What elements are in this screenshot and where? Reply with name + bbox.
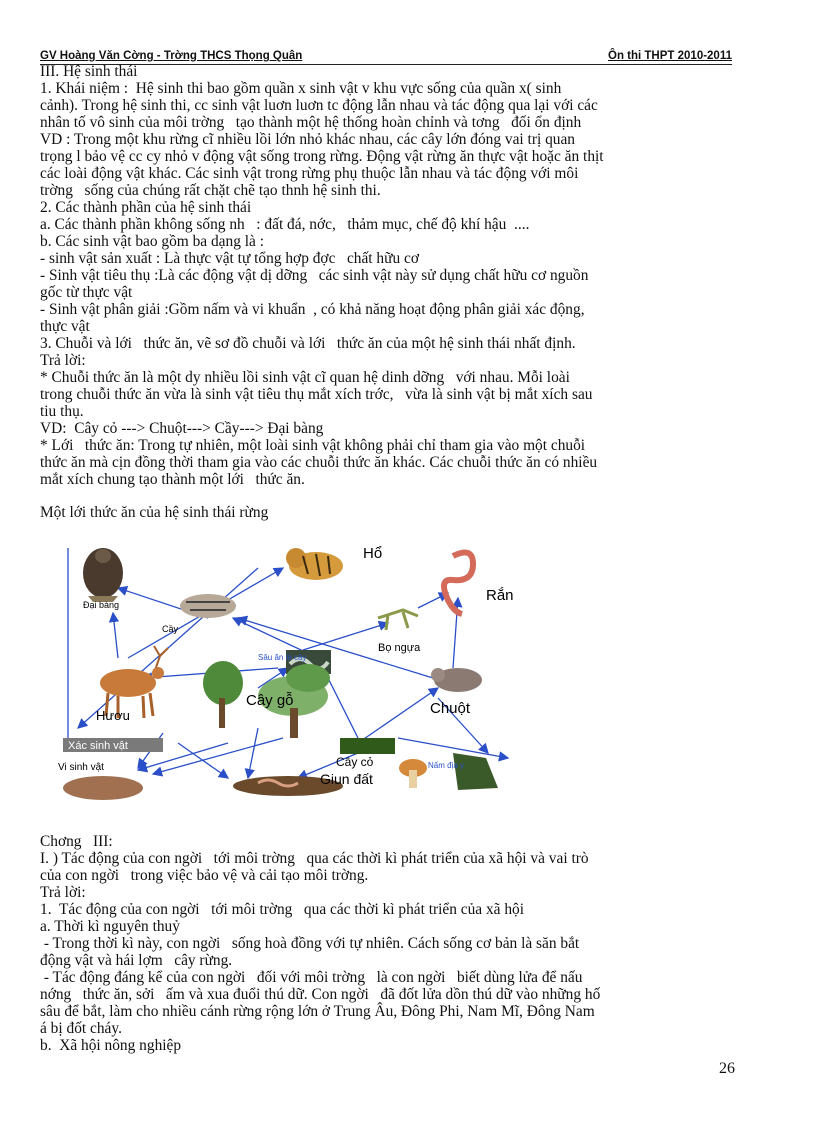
paragraph-line: nhân tố vô sinh của môi trờng tạo thành một hệ thống hoàn chỉnh và tơng đối ổn định: [40, 114, 582, 131]
paragraph-line: Trả lời:: [40, 884, 86, 901]
mantis-illustration: [378, 610, 418, 630]
label-ran: Rắn: [486, 587, 514, 604]
label-dai-bang: Đại bàng: [83, 600, 120, 610]
page-number: 26: [719, 1060, 735, 1077]
paragraph-line: động vật và hái lợm cây rừng.: [40, 952, 233, 969]
paragraph-line: - Tác động đáng kể của con ngời đối với môi trờng là con ngời biết dùng lửa để nấu: [40, 969, 583, 986]
food-web-diagram: [58, 538, 538, 810]
label-cay-co: Cây cỏ: [336, 755, 374, 769]
label-nam: Nấm địa y: [428, 761, 465, 770]
paragraph-line: thức ăn mà cịn đồng thời tham gia vào các chuỗi thức ăn khác. Các chuỗi thức ăn có nhiều: [40, 454, 598, 471]
paragraph-line: 1. Tác động của con ngời tới môi trờng qua các thời kì phát triển của xã hội: [40, 901, 525, 918]
section-heading: III. Hệ sinh thái: [40, 63, 138, 80]
paragraph-line: - sinh vật sản xuất : Là thực vật tự tổng hợp đợc chất hữu cơ: [40, 250, 419, 267]
paragraph-line: trờng sống của chúng rất chặt chẽ tạo thnh hệ sinh thi.: [40, 182, 381, 199]
paragraph-line: trong chuỗi thức ăn vừa là sinh vật tiêu thụ mắt xích trớc, vừa là sinh vật bị mắt xích sau: [40, 386, 593, 403]
paragraph-line: mắt xích chung tạo thành một lới thức ăn.: [40, 471, 305, 488]
paragraph-line: I. ) Tác động của con ngời tới môi trờng qua các thời kì phát triển của xã hội và vai trò: [40, 850, 589, 867]
paragraph-line: VD: Cây cỏ ---> Chuột---> Cầy---> Đại bàng: [40, 420, 324, 437]
paragraph-line: của con ngời trong việc bảo vệ và cải tạo môi trờng.: [40, 867, 369, 884]
header-course: Ôn thi THPT 2010-2011: [608, 50, 732, 62]
header-author: GV Hoàng Văn Cờng - Trờng THCS Thọng Quân: [40, 50, 303, 62]
paragraph-line: a. Các thành phần không sống nh : đất đá, nớc, thảm mục, chế độ khí hậu ....: [40, 216, 530, 233]
snake-illustration: [444, 552, 473, 614]
section-human-impact: [40, 833, 740, 1054]
paragraph-line: thực vật: [40, 318, 90, 335]
paragraph-line: b. Các sinh vật bao gồm ba dạng là :: [40, 233, 264, 250]
label-sau-an-la: Sâu ăn lá cây: [258, 653, 307, 662]
tiger-illustration: [286, 548, 343, 580]
figure-caption: Một lới thức ăn của hệ sinh thái rừng: [40, 504, 269, 521]
label-ho: Hổ: [363, 545, 383, 562]
paragraph-line: 2. Các thành phần của hệ sinh thái: [40, 199, 252, 216]
mushroom-illustration: [399, 753, 498, 790]
soil-illustration: [63, 776, 343, 800]
label-vi-sinh-vat: Vi sinh vật: [58, 762, 104, 773]
paragraph-line: sâu để bắt, làm cho nhiều cánh rừng rộng lớn ở Trung Âu, Đông Phi, Nam Mĩ, Đông Nam: [40, 1003, 595, 1020]
paragraph-line: VD : Trong một khu rừng cĩ nhiều lồi lớn nhỏ khác nhau, các cây lớn đóng vai trị quan: [40, 131, 575, 148]
label-giun-dat: Giun đất: [320, 771, 373, 787]
paragraph-line: tiu thụ.: [40, 403, 84, 420]
label-cay-go: Cây gỗ: [246, 692, 294, 709]
paragraph-line: các loài động vật khác. Các sinh vật trong rừng phụ thuộc lẫn nhau và tác động với môi: [40, 165, 579, 182]
label-bo-ngua: Bọ ngựa: [378, 642, 421, 654]
section-ecosystem: [40, 63, 740, 488]
label-cay-animal: Cầy: [162, 624, 179, 634]
mouse-illustration: [431, 668, 482, 692]
label-xac-sinh-vat: Xác sinh vật: [68, 740, 128, 752]
civet-illustration: [180, 594, 236, 618]
paragraph-line: Trả lời:: [40, 352, 86, 369]
paragraph-line: 1. Khái niệm : Hệ sinh thi bao gồm quần x sinh vật v khu vực sống của quần x( sinh: [40, 80, 562, 97]
paragraph-line: 3. Chuỗi và lới thức ăn, vẽ sơ đồ chuỗi và lới thức ăn của một hệ sinh thái nhất định.: [40, 335, 576, 352]
paragraph-line: nớng thức ăn, sởi ấm và xua đuổi thú dữ. Con ngời đã đốt lửa dồn thú dữ vào những hố: [40, 986, 601, 1003]
paragraph-line: b. Xã hội nông nghiệp: [40, 1037, 182, 1054]
paragraph-line: a. Thời kì nguyên thuỷ: [40, 918, 180, 935]
paragraph-line: - Sinh vật phân giải :Gồm nấm và vi khuẩn , có khả năng hoạt động phân giải xác động,: [40, 301, 585, 318]
label-chuot: Chuột: [430, 700, 471, 717]
paragraph-line: gốc từ thực vật: [40, 284, 133, 301]
paragraph-line: - Sinh vật tiêu thụ :Là các động vật dị dỡng các sinh vật này sử dụng chất hữu cơ nguồn: [40, 267, 589, 284]
paragraph-line: * Lới thức ăn: Trong tự nhiên, một loài sinh vật không phải chỉ tham gia vào một chuỗi: [40, 437, 586, 454]
grass-illustration: [340, 738, 395, 754]
paragraph-line: trọng l bảo vệ cc cy nhỏ v động vật sống trong rừng. Động vật rừng ăn thực vật hoặc ăn thịt: [40, 148, 604, 165]
paragraph-line: * Chuỗi thức ăn là một dy nhiều lồi sinh vật cĩ quan hệ dinh dỡng với nhau. Mỗi loài: [40, 369, 570, 386]
label-huou: Hươu: [96, 708, 130, 723]
eagle-illustration: [83, 548, 123, 602]
paragraph-line: - Trong thời kì này, con ngời sống hoà đồng với tự nhiên. Cách sống cơ bản là săn bắt: [40, 935, 580, 952]
chapter-heading: Chơng III:: [40, 833, 113, 850]
paragraph-line: á bị đốt cháy.: [40, 1020, 122, 1037]
paragraph-line: cảnh). Trong hệ sinh thi, cc sinh vật luơn luơn tc động lẫn nhau và tác động qua lại với các: [40, 97, 598, 114]
